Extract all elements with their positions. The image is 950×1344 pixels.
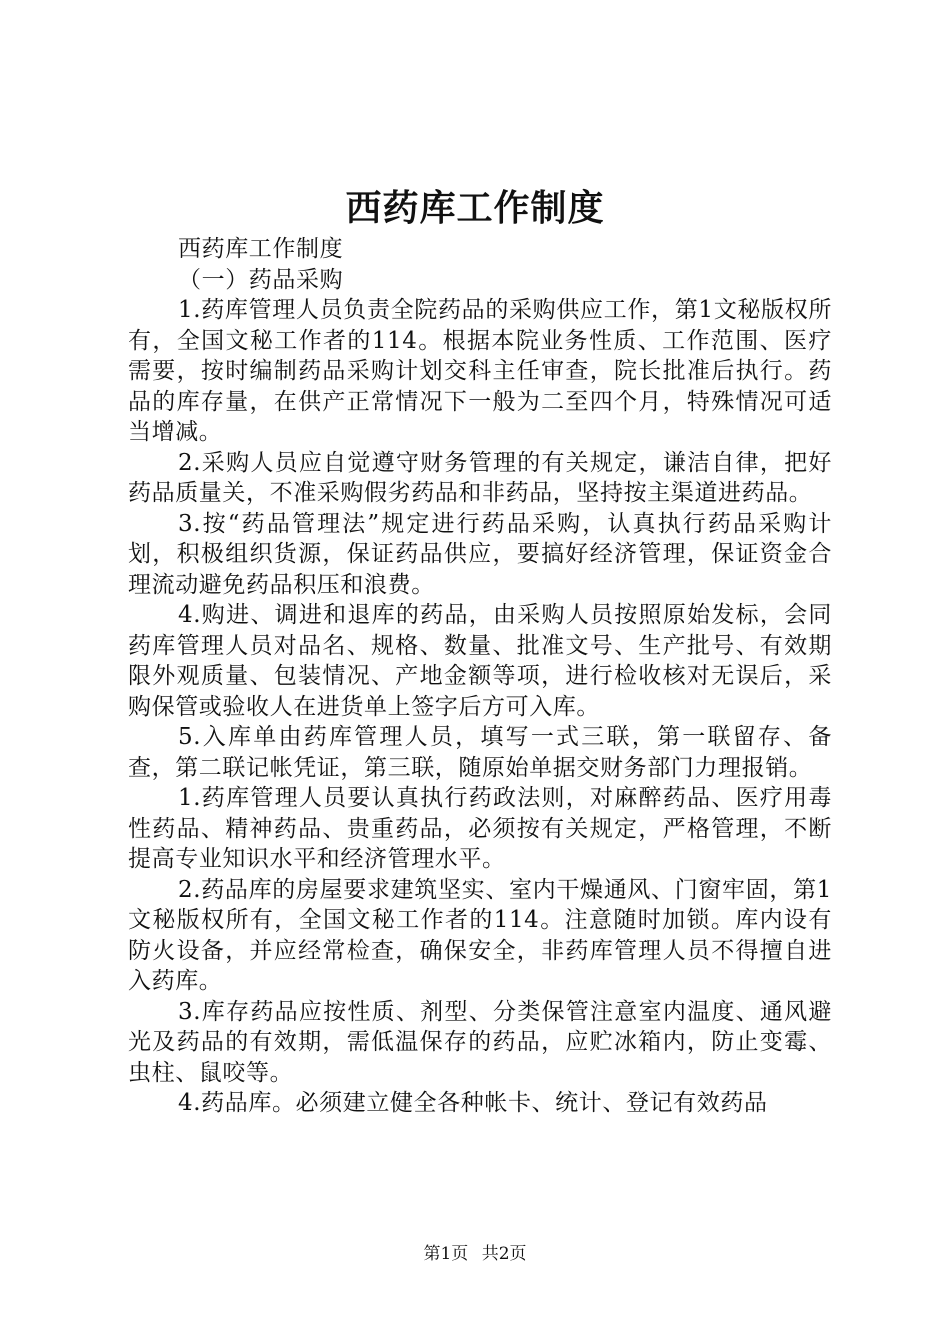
paragraph-subtitle: 西药库工作制度 <box>178 236 344 262</box>
document-body <box>128 234 832 1119</box>
paragraph: 3.按“药品管理法”规定进行药品采购，认真执行药品采购计划，积极组织货源，保证药品供应，要搞好经济管理，保证资金合理流动避免药品积压和浪费。 <box>128 510 832 598</box>
page-total: 共2页 <box>481 1244 527 1264</box>
paragraph-section-heading: （一）药品采购 <box>178 266 344 293</box>
paragraph: 4.药品库。必须建立健全各种帐卡、统计、登记有效药品 <box>178 1090 768 1116</box>
page-number: 第1页 <box>423 1244 469 1264</box>
paragraph: 3.库存药品应按性质、剂型、分类保管注意室内温度、通风避光及药品的有效期，需低温保存的药品，应贮冰箱内，防止变霉、虫柱、鼠咬等。 <box>128 998 832 1086</box>
page-footer <box>0 1242 950 1266</box>
paragraph: 4.购进、调进和退库的药品，由采购人员按照原始发标，会同药库管理人员对品名、规格、数量、批准文号、生产批号、有效期限外观质量、包装情况、产地金额等项，进行检收核对无误后，采购保管或验收人在进货单上签字后方可入库。 <box>128 602 832 720</box>
paragraph: 2.药品库的房屋要求建筑坚实、室内干燥通风、门窗牢固，第1文秘版权所有，全国文秘工作者的114。注意随时加锁。库内设有防火设备，并应经常检查，确保安全，非药库管理人员不得擅自进入药库。 <box>128 876 832 994</box>
paragraph: 1.药库管理人员要认真执行药政法则，对麻醉药品、医疗用毒性药品、精神药品、贵重药品，必须按有关规定，严格管理，不断提高专业知识水平和经济管理水平。 <box>128 785 832 872</box>
document-title: 西药库工作制度 <box>345 187 605 229</box>
paragraph: 5.入库单由药库管理人员，填写一式三联，第一联留存、备查，第二联记帐凭证，第三联，随原始单据交财务部门力理报销。 <box>128 724 832 781</box>
paragraph: 1.药库管理人员负责全院药品的采购供应工作，第1文秘版权所有，全国文秘工作者的114。根据本院业务性质、工作范围、医疗需要，按时编制药品采购计划交科主任审查，院长批准后执行。药品的库存量，在供产正常情况下一般为二至四个月，特殊情况可适当增减。 <box>128 297 832 445</box>
paragraph: 2.采购人员应自觉遵守财务管理的有关规定，谦洁自律，把好药品质量关，不准采购假劣药品和非药品，坚持按主渠道进药品。 <box>128 449 832 506</box>
